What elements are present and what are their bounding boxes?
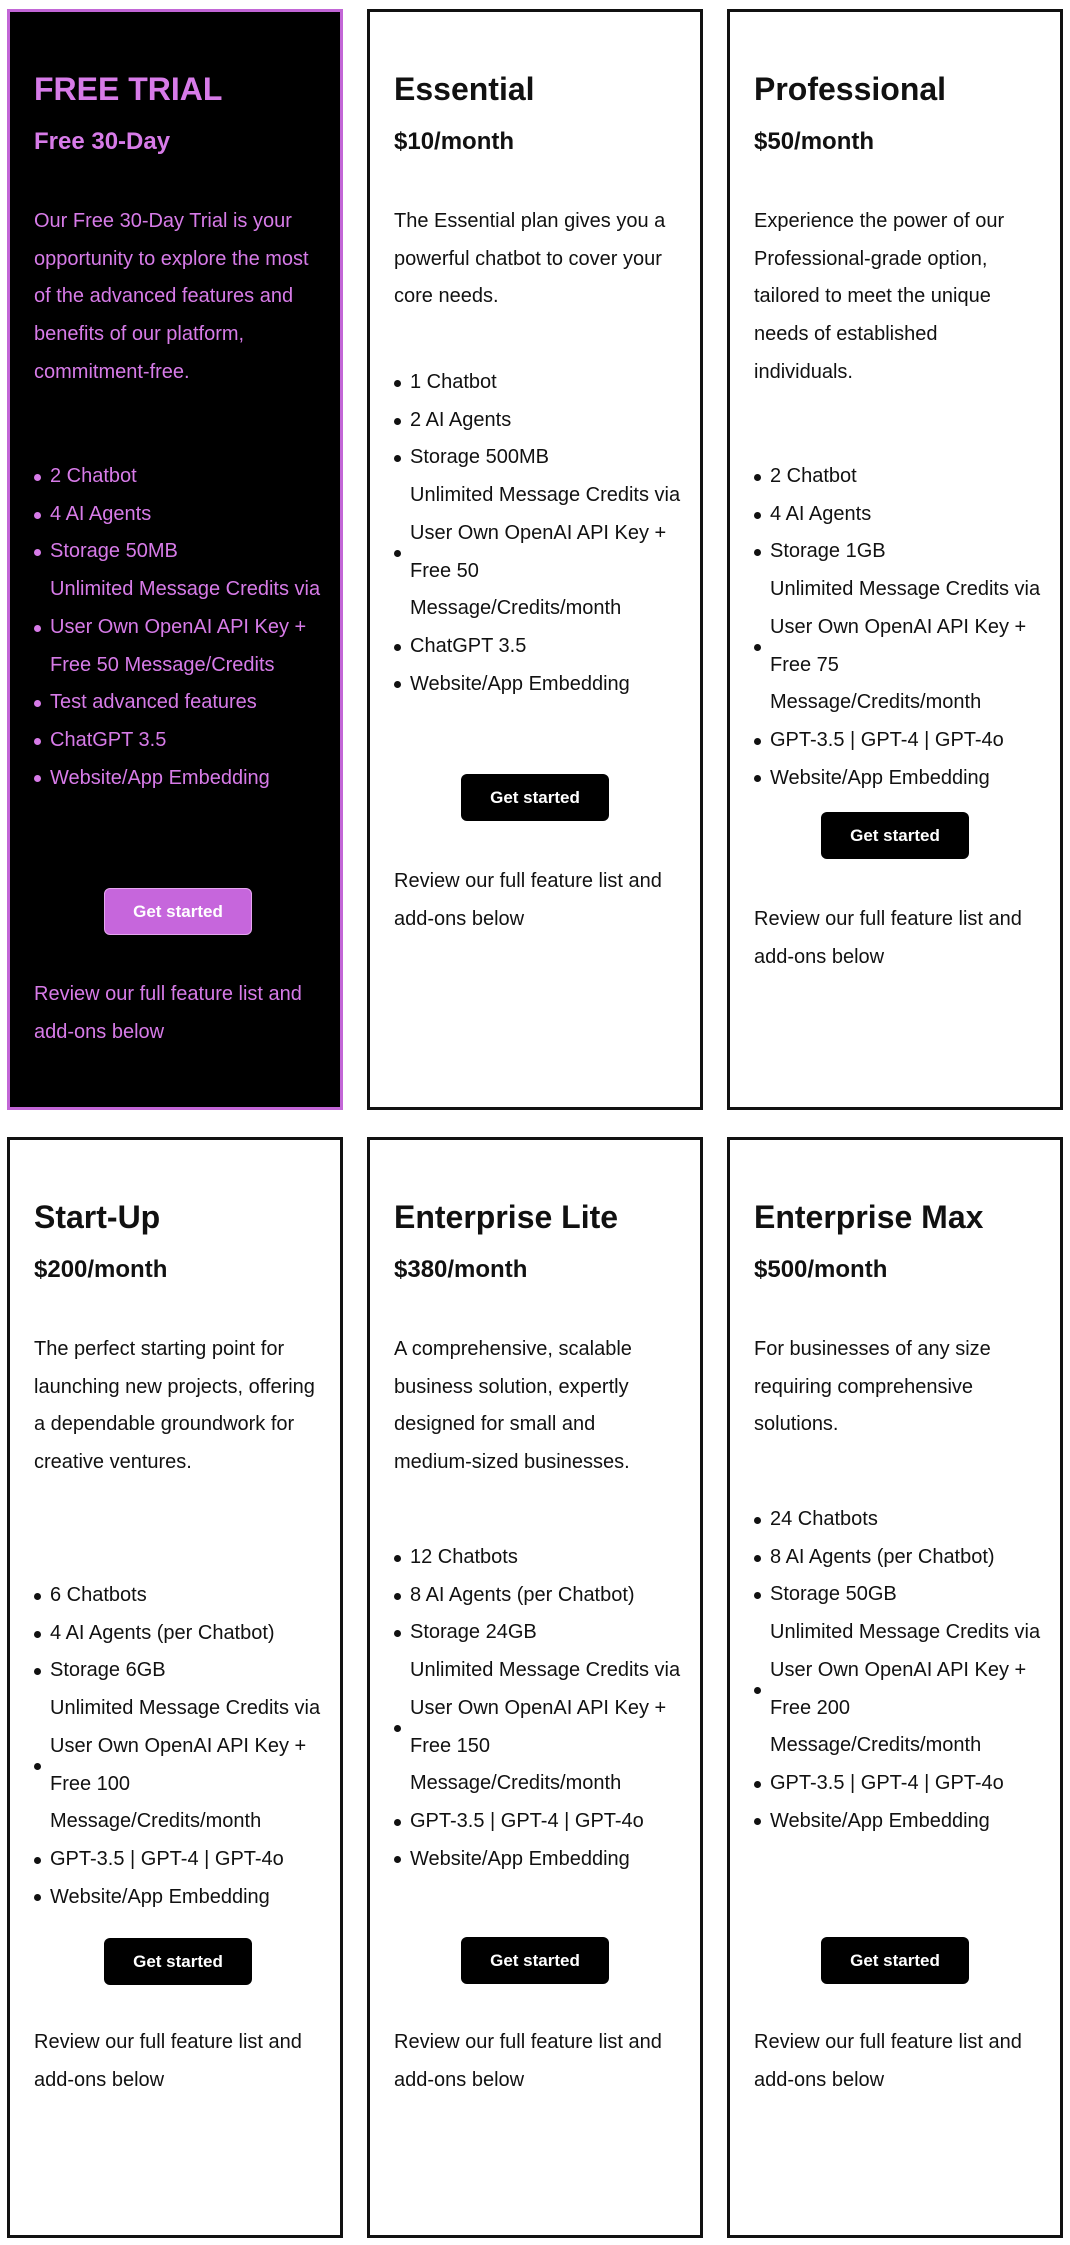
feature-item: 12 Chatbots	[394, 1539, 686, 1577]
feature-item: 2 Chatbot	[754, 458, 1046, 496]
feature-list-note: Review our full feature list and add-ons below	[394, 870, 662, 930]
plan-price: $50/month	[754, 128, 875, 155]
plan-name: Professional	[754, 71, 947, 107]
get-started-button[interactable]: Get started	[821, 812, 969, 859]
feature-item: GPT-3.5 | GPT-4 | GPT-4o	[754, 1765, 1046, 1803]
feature-item: Unlimited Message Credits via User Own OpenAI API Key + Free 150 Message/Credits/month	[394, 1652, 686, 1803]
feature-item: ChatGPT 3.5	[394, 628, 686, 666]
feature-list	[754, 458, 1046, 797]
feature-item: 1 Chatbot	[394, 364, 686, 402]
feature-item: Storage 6GB	[34, 1652, 326, 1690]
feature-item: Website/App Embedding	[34, 1879, 326, 1917]
pricing-card-enterprise-lite	[367, 1137, 703, 2238]
feature-item: Storage 24GB	[394, 1614, 686, 1652]
feature-list	[34, 458, 326, 797]
get-started-button[interactable]: Get started	[104, 888, 252, 935]
feature-item: 2 AI Agents	[394, 402, 686, 440]
feature-list	[754, 1501, 1046, 1840]
feature-list	[34, 1577, 326, 1916]
plan-description: Experience the power of our Professional-grade option, tailored to meet the unique needs of established individuals.	[754, 210, 1005, 383]
feature-item: 6 Chatbots	[34, 1577, 326, 1615]
feature-item: GPT-3.5 | GPT-4 | GPT-4o	[754, 722, 1046, 760]
plan-price: $380/month	[394, 1256, 528, 1283]
plan-name: Essential	[394, 71, 535, 107]
feature-list	[394, 1539, 686, 1878]
plan-price: $500/month	[754, 1256, 888, 1283]
feature-item: 4 AI Agents	[754, 496, 1046, 534]
feature-item: Unlimited Message Credits via User Own OpenAI API Key + Free 100 Message/Credits/month	[34, 1690, 326, 1841]
feature-item: 4 AI Agents	[34, 496, 326, 534]
pricing-card-start-up	[7, 1137, 343, 2238]
plan-price: Free 30-Day	[34, 128, 171, 155]
get-started-button[interactable]: Get started	[461, 774, 609, 821]
plan-name: FREE TRIAL	[34, 71, 223, 107]
plan-name: Enterprise Lite	[394, 1199, 619, 1235]
plan-description: The perfect starting point for launching new projects, offering a dependable groundwork for creative ventures.	[34, 1338, 315, 1474]
feature-list	[394, 364, 686, 703]
get-started-button[interactable]: Get started	[821, 1937, 969, 1984]
feature-list-note: Review our full feature list and add-ons below	[754, 2031, 1022, 2091]
pricing-card-essential	[367, 9, 703, 1110]
feature-list-note: Review our full feature list and add-ons below	[754, 908, 1022, 968]
feature-item: Unlimited Message Credits via User Own OpenAI API Key + Free 75 Message/Credits/month	[754, 571, 1046, 722]
feature-item: Website/App Embedding	[394, 666, 686, 704]
plan-description: The Essential plan gives you a powerful chatbot to cover your core needs.	[394, 210, 666, 308]
feature-list-note: Review our full feature list and add-ons below	[34, 2031, 302, 2091]
plan-description: Our Free 30-Day Trial is your opportunity to explore the most of the advanced features and benefits of our platform, commitment-free.	[34, 210, 309, 383]
plan-description: A comprehensive, scalable business solution, expertly designed for small and medium-sized businesses.	[394, 1338, 632, 1474]
feature-item: Website/App Embedding	[754, 1803, 1046, 1841]
feature-item: Storage 50MB	[34, 533, 326, 571]
feature-item: Storage 500MB	[394, 439, 686, 477]
feature-item: Storage 1GB	[754, 533, 1046, 571]
plan-price: $10/month	[394, 128, 515, 155]
get-started-button[interactable]: Get started	[461, 1937, 609, 1984]
feature-list-note: Review our full feature list and add-ons below	[34, 983, 302, 1043]
plan-name: Enterprise Max	[754, 1199, 984, 1235]
feature-item: Website/App Embedding	[34, 760, 326, 798]
feature-item: Unlimited Message Credits via User Own OpenAI API Key + Free 50 Message/Credits/month	[394, 477, 686, 628]
feature-item: Unlimited Message Credits via User Own OpenAI API Key + Free 50 Message/Credits	[34, 571, 326, 684]
get-started-button[interactable]: Get started	[104, 1938, 252, 1985]
feature-item: 8 AI Agents (per Chatbot)	[754, 1539, 1046, 1577]
feature-item: 2 Chatbot	[34, 458, 326, 496]
feature-item: Test advanced features	[34, 684, 326, 722]
plan-description: For businesses of any size requiring comprehensive solutions.	[754, 1338, 991, 1436]
pricing-card-free-trial	[7, 9, 343, 1110]
feature-item: ChatGPT 3.5	[34, 722, 326, 760]
feature-item: Website/App Embedding	[754, 760, 1046, 798]
pricing-card-professional	[727, 9, 1063, 1110]
feature-item: 8 AI Agents (per Chatbot)	[394, 1577, 686, 1615]
pricing-card-enterprise-max	[727, 1137, 1063, 2238]
feature-item: GPT-3.5 | GPT-4 | GPT-4o	[34, 1841, 326, 1879]
plan-price: $200/month	[34, 1256, 168, 1283]
feature-item: Website/App Embedding	[394, 1841, 686, 1879]
feature-list-note: Review our full feature list and add-ons below	[394, 2031, 662, 2091]
feature-item: Unlimited Message Credits via User Own OpenAI API Key + Free 200 Message/Credits/month	[754, 1614, 1046, 1765]
feature-item: Storage 50GB	[754, 1576, 1046, 1614]
plan-name: Start-Up	[34, 1199, 161, 1235]
feature-item: GPT-3.5 | GPT-4 | GPT-4o	[394, 1803, 686, 1841]
feature-item: 24 Chatbots	[754, 1501, 1046, 1539]
feature-item: 4 AI Agents (per Chatbot)	[34, 1615, 326, 1653]
